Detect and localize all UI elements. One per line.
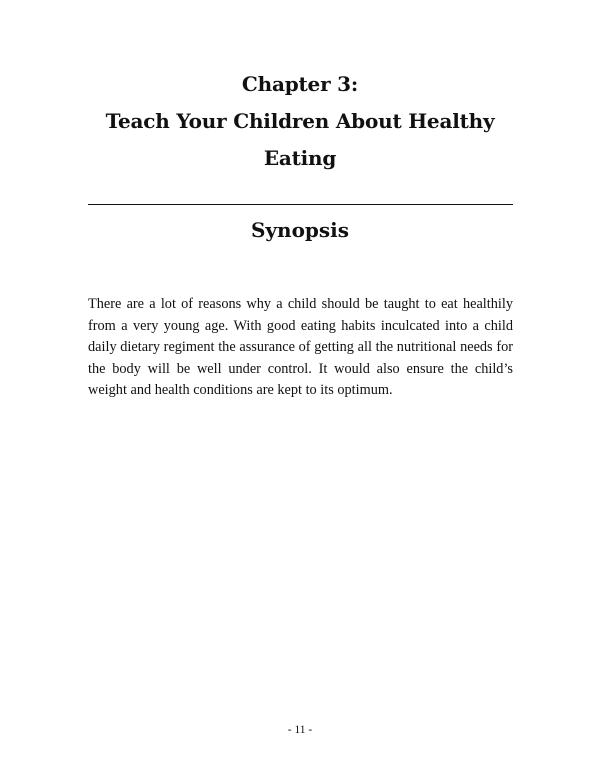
section-title: Synopsis [250,218,350,242]
chapter-title [0,66,600,177]
synopsis-paragraph: There are a lot of reasons why a child should be taught to eat healthily from a very young age. With good eating habits inculcated into a child daily dietary regiment the assurance of getting all the nutritional needs for the body will be well under control. It would also ensure the child’s weight and health conditions are kept to its optimum. [88,296,513,399]
page-number: - 11 - [287,724,313,736]
chapter-title-line-2: Eating [263,146,337,170]
horizontal-divider [88,204,513,205]
chapter-number: Chapter 3: [241,72,359,96]
chapter-title-line-1: Teach Your Children About Healthy [105,109,495,133]
